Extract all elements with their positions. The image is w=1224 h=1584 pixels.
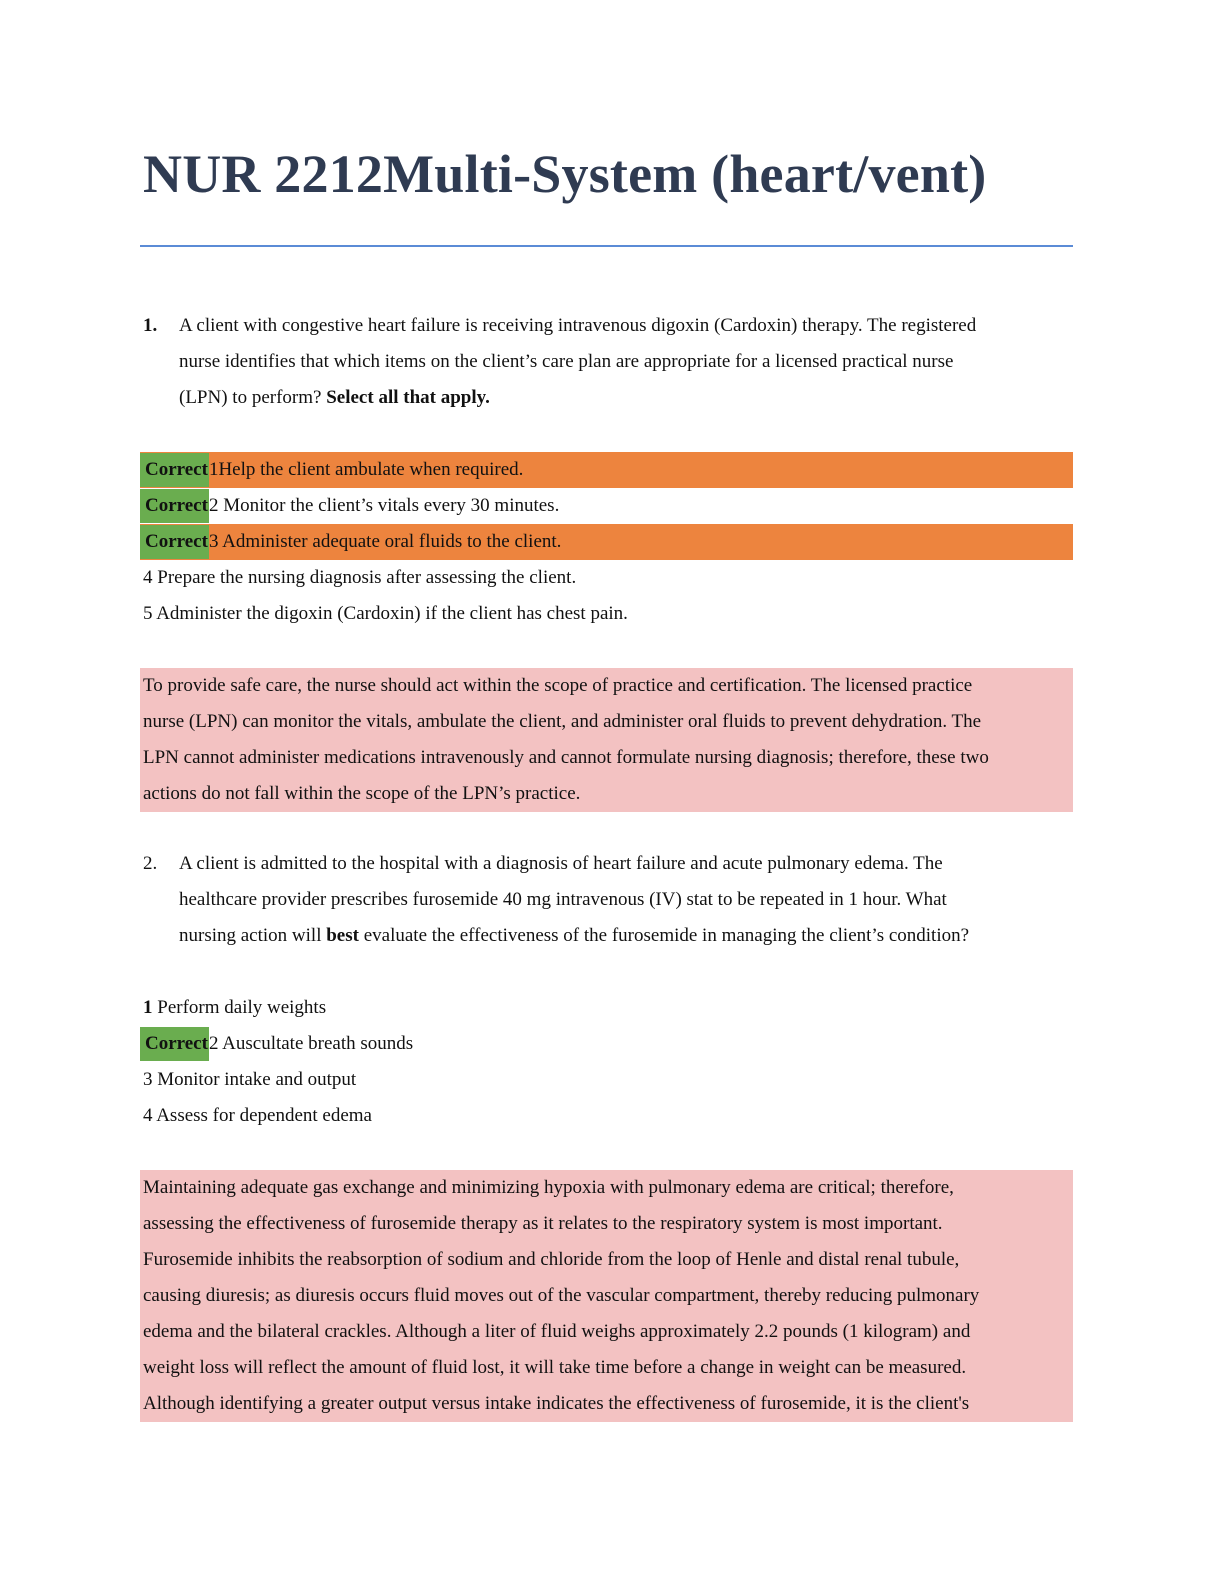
- answer-option-4: [140, 1098, 1073, 1134]
- question-2: [143, 846, 1073, 954]
- question-text: [179, 846, 1073, 954]
- title-divider: [140, 245, 1073, 247]
- answer-option-3: [140, 1062, 1073, 1098]
- option-number: [140, 997, 153, 1018]
- question-number: 1.: [143, 315, 158, 336]
- question-number: 2.: [143, 853, 158, 874]
- question-line: A client with congestive heart failure is receiving intravenous digoxin (Cardoxin) therapy. The registered: [179, 315, 977, 336]
- correct-badge: Correct: [140, 489, 209, 523]
- emphasis-best: best: [326, 925, 359, 946]
- rationale-line: Maintaining adequate gas exchange and minimizing hypoxia with pulmonary edema are critical; therefore,: [143, 1177, 954, 1198]
- question-line-text: (LPN) to perform?: [179, 387, 327, 408]
- option-text: 4 Prepare the nursing diagnosis after assessing the client.: [143, 567, 577, 588]
- correct-badge: Correct: [140, 525, 209, 559]
- answer-option-1: [140, 452, 1073, 488]
- rationale-line: actions do not fall within the scope of the LPN’s practice.: [143, 783, 581, 804]
- question-text: [179, 308, 1073, 416]
- rationale-line: edema and the bilateral crackles. Although a liter of fluid weighs approximately 2.2 pounds (1 kilogram) and: [143, 1321, 971, 1342]
- rationale-1: [140, 668, 1073, 812]
- rationale-line: LPN cannot administer medications intravenously and cannot formulate nursing diagnosis; therefore, these two: [143, 747, 989, 768]
- option-text: 4 Assess for dependent edema: [143, 1105, 372, 1126]
- question-line: nurse identifies that which items on the client’s care plan are appropriate for a licensed practical nurse: [179, 351, 954, 372]
- answer-option-2: [140, 488, 1073, 524]
- answer-option-1: [140, 990, 1073, 1026]
- rationale-line: weight loss will reflect the amount of fluid lost, it will take time before a change in weight can be measured.: [143, 1357, 967, 1378]
- correct-badge: Correct: [140, 1027, 209, 1061]
- question-line: A client is admitted to the hospital with a diagnosis of heart failure and acute pulmonary edema. The: [179, 853, 943, 874]
- question-line: [179, 380, 1073, 416]
- option-text: 2 Monitor the client’s vitals every 30 minutes.: [208, 495, 560, 516]
- correct-badge: Correct: [140, 453, 209, 487]
- select-all-instruction: Select all that apply.: [326, 387, 490, 408]
- rationale-line: assessing the effectiveness of furosemide therapy as it relates to the respiratory system is most important.: [143, 1213, 943, 1234]
- rationale-2: [140, 1170, 1073, 1422]
- question-line: [179, 918, 1073, 954]
- question-1: [143, 308, 1073, 416]
- question-line-text: nursing action will: [179, 925, 327, 946]
- option-text: Perform daily weights: [152, 997, 327, 1018]
- answer-option-4: [140, 560, 1073, 596]
- option-number-bold: 1: [143, 997, 153, 1018]
- option-text: 2 Auscultate breath sounds: [208, 1033, 414, 1054]
- rationale-line: Although identifying a greater output versus intake indicates the effectiveness of furosemide, it is the client's: [143, 1393, 970, 1414]
- option-text: 5 Administer the digoxin (Cardoxin) if the client has chest pain.: [143, 603, 628, 624]
- option-text: 1Help the client ambulate when required.: [208, 459, 524, 480]
- question-line-text: evaluate the effectiveness of the furosemide in managing the client’s condition?: [358, 925, 970, 946]
- option-text: 3 Monitor intake and output: [143, 1069, 357, 1090]
- rationale-line: To provide safe care, the nurse should act within the scope of practice and certification. The licensed practice: [143, 675, 973, 696]
- option-text: 3 Administer adequate oral fluids to the client.: [208, 531, 562, 552]
- document-title: NUR 2212Multi-System (heart/vent): [143, 144, 987, 204]
- rationale-line: Furosemide inhibits the reabsorption of sodium and chloride from the loop of Henle and distal renal tubule,: [143, 1249, 960, 1270]
- rationale-line: nurse (LPN) can monitor the vitals, ambulate the client, and administer oral fluids to prevent dehydration. The: [143, 711, 982, 732]
- answer-option-2: [140, 1026, 1073, 1062]
- answer-option-5: [140, 596, 1073, 632]
- answer-option-3: [140, 524, 1073, 560]
- rationale-line: causing diuresis; as diuresis occurs fluid moves out of the vascular compartment, thereby reducing pulmonary: [143, 1285, 980, 1306]
- question-line: healthcare provider prescribes furosemide 40 mg intravenous (IV) stat to be repeated in 1 hour. What: [179, 889, 947, 910]
